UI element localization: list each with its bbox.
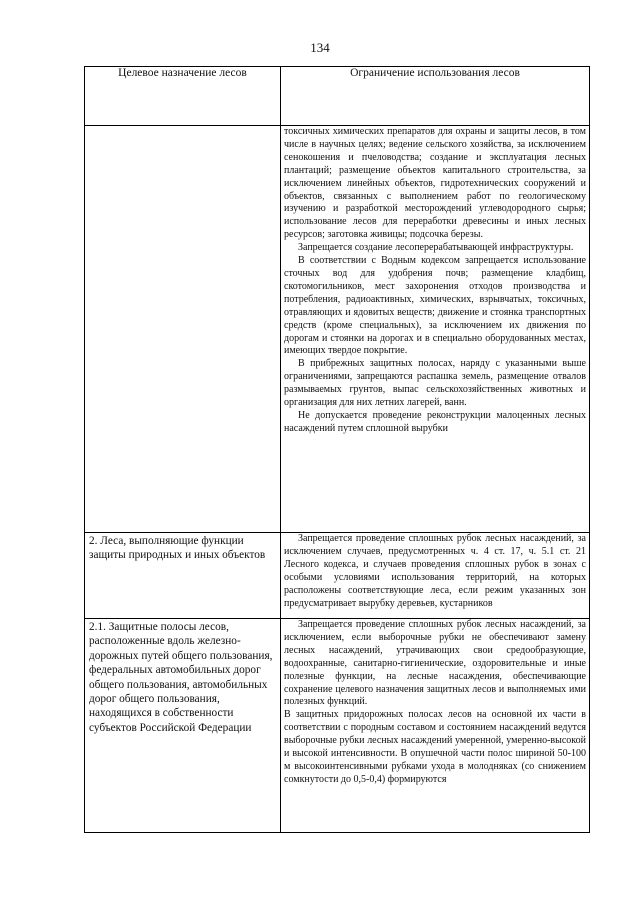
purpose-text: 2.1. Защитные полосы лесов, расположенные вдоль железно-дорожных путей общего пользования, федеральных автомобильных дорог общего пользования, автомобильных дорог общего пользования, находящихся в собственности субъектов Российской Федерации (89, 621, 273, 734)
restriction-paragraph: В прибрежных защитных полосах, наряду с указанными выше ограничениями, запрещаются распашка земель, размещение отвалов размываемых грунтов, выпас сельскохозяйственных животных и организация для них летних лагерей, ванн. (284, 358, 586, 409)
restriction-paragraph: В защитных придорожных полосах лесов на основной их части в соответствии с породным составом и состоянием насаждений ведутся выборочные рубки лесных насаждений умеренной, умеренно-высокой и высокой интенсивности. В опушечной части полос шириной 50-100 м высокоинтенсивными рубками ухода в молодняках (со снижением сомкнутости до 0,5-0,4) формируются (284, 709, 586, 785)
purpose-cell (85, 126, 281, 533)
restriction-cell (281, 619, 590, 833)
purpose-text (85, 126, 280, 128)
restriction-cell (281, 126, 590, 533)
table-header-row (85, 67, 590, 126)
restriction-paragraph: Не допускается проведение реконструкции малоценных лесных насаждений путем сплошной вырубки (284, 409, 586, 434)
purpose-cell (85, 533, 281, 619)
restriction-paragraph: В соответствии с Водным кодексом запрещается использование сточных вод для удобрения почв; размещение кладбищ, скотомогильников, мест захоронения отходов производства и потребления, радиоактивных, химических, взрывчатых, токсичных, отравляющих и ядовитых веществ; движение и стоянка транспортных средств (кроме специальных), за исключением их движения по дорогам и стоянки на дорогах и в специально оборудованных местах, имеющих твердое покрытие. (284, 255, 586, 357)
restriction-paragraph: Запрещается проведение сплошных рубок лесных насаждений, за исключением, если выборочные рубки не обеспечивают замену лесных насаждений, утрачивающих свои средообразующие, водоохранные, санитарно-гигиенические, оздоровительные и иные полезные функции, на лесные насаждения, обеспечивающие сохранение целевого назначения защитных лесов и выполняемых ими полезных функций. (284, 619, 586, 708)
page-number: 134 (310, 40, 330, 55)
restriction-paragraph: Запрещается проведение сплошных рубок лесных насаждений, за исключением случаев, предусмотренных ч. 4 ст. 17, ч. 5.1 ст. 21 Лесного кодекса, и случаев проведения сплошных рубок в зонах с особыми условиями использования территорий, на которых расположены соответствующие леса, если режим указанных зон предусматривает вырубку деревьев, кустарников (284, 533, 586, 609)
forest-use-table (84, 66, 590, 833)
table-row (85, 126, 590, 533)
restriction-paragraph: Запрещается создание лесоперерабатывающей инфраструктуры. (298, 242, 574, 254)
restriction-paragraph: токсичных химических препаратов для охраны и защиты лесов, в том числе в научных целях; ведение сельского хозяйства, за исключением сенокошения и пчеловодства; создание и эксплуатация лесных плантаций; размещение объектов капитального строительства, за исключением линейных объектов, гидротехнических сооружений и объектов, связанных с выполнением работ по геологическому изучению и разработкой месторождений углеводородного сырья; использование лесов для переработки древесины и иных лесных ресурсов; заготовка живицы; подсочка березы. (284, 126, 586, 241)
purpose-cell (85, 619, 281, 833)
table-row (85, 533, 590, 619)
restriction-cell (281, 533, 590, 619)
purpose-text: 2. Леса, выполняющие функции защиты природных и иных объектов (89, 535, 266, 562)
header-purpose: Целевое назначение лесов (85, 67, 281, 126)
table-row (85, 619, 590, 833)
header-restrictions: Ограничение использования лесов (281, 67, 590, 126)
